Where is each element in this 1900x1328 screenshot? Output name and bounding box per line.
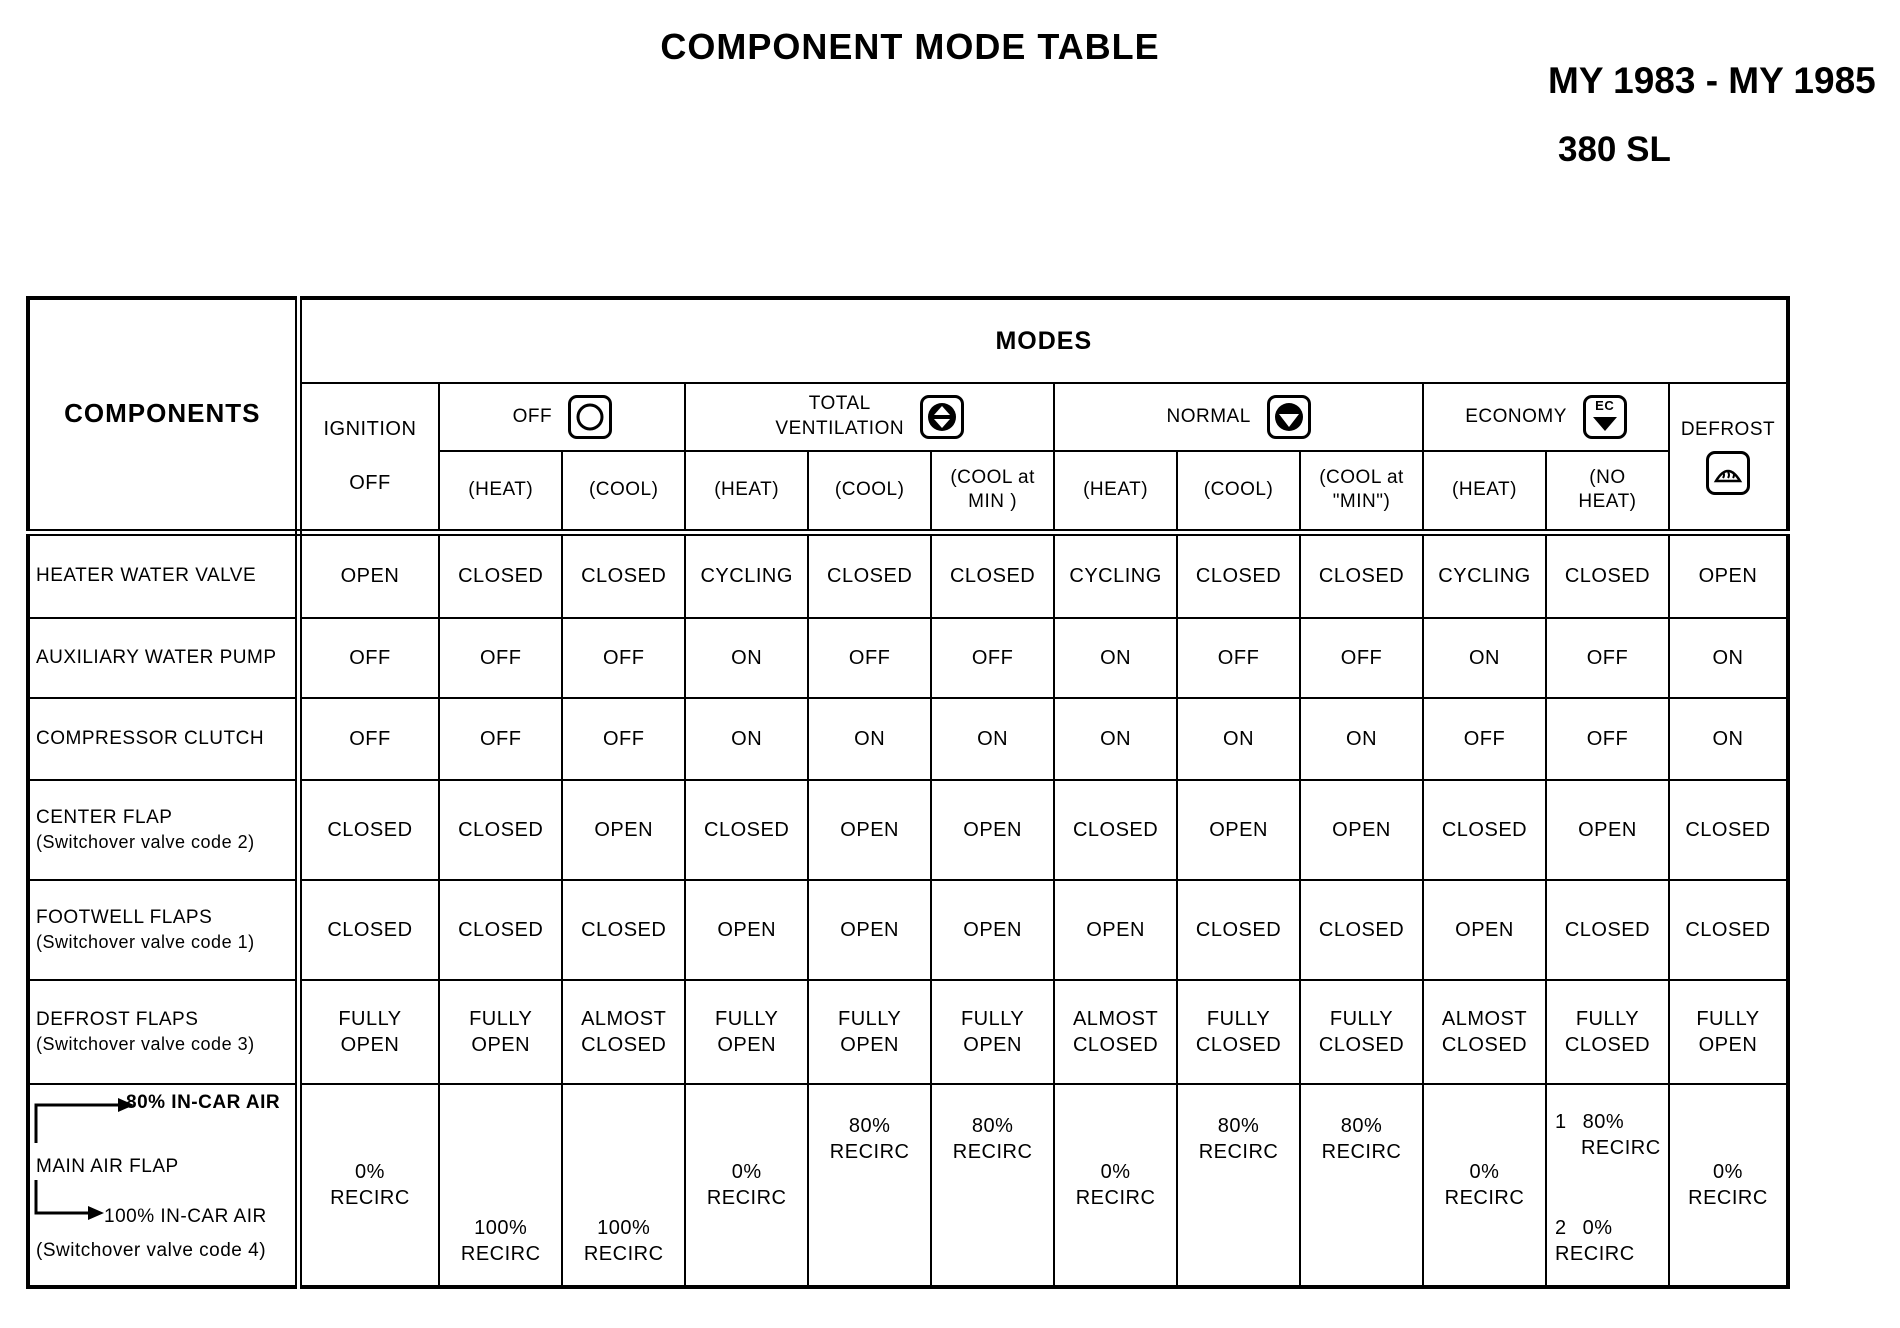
row-label-heater-water-valve: HEATER WATER VALVE [28, 532, 298, 618]
cell: OFF [931, 618, 1054, 698]
component-mode-table [26, 296, 1790, 1289]
table-row [28, 618, 1788, 698]
up-down-arrow-icon [920, 395, 964, 439]
defrost-flaps-label: DEFROST FLAPS [36, 1008, 199, 1030]
cell: ON [685, 698, 808, 780]
cell: FULLY CLOSED [1300, 980, 1423, 1084]
model-name: 380 SL [1558, 130, 1671, 169]
cell: OPEN [562, 780, 685, 880]
subheader-normal-cool-min [1300, 451, 1423, 532]
cell: FULLY OPEN [931, 980, 1054, 1084]
cell: FULLY OPEN [685, 980, 808, 1084]
table-row [28, 532, 1788, 618]
cell: CYCLING [1423, 532, 1546, 618]
cell: OFF [562, 698, 685, 780]
subheader-tv-cool: (COOL) [808, 451, 931, 532]
cell: OPEN [1300, 780, 1423, 880]
cell: OFF [439, 618, 562, 698]
cell: CLOSED [439, 780, 562, 880]
main-air-sublabel: (Switchover valve code 4) [36, 1240, 267, 1261]
cell: OFF [439, 698, 562, 780]
ignition-line1: IGNITION [323, 418, 417, 441]
cell: FULLY CLOSED [1177, 980, 1300, 1084]
cell: ON [1177, 698, 1300, 780]
cell: CLOSED [298, 880, 439, 980]
cell: ON [808, 698, 931, 780]
page-title: COMPONENT MODE TABLE [660, 26, 1160, 67]
cell: ON [1669, 698, 1788, 780]
cell: ON [685, 618, 808, 698]
cell: CLOSED [562, 532, 685, 618]
subheader-tv-cool-min-line1: (COOL at [950, 466, 1035, 488]
windshield-defrost-icon [1706, 451, 1750, 495]
table-row [28, 780, 1788, 880]
cell: OFF [808, 618, 931, 698]
cell: OPEN [931, 780, 1054, 880]
ignition-off-header [298, 383, 439, 532]
center-flap-sublabel: (Switchover valve code 2) [36, 831, 255, 852]
cell: CLOSED [1546, 532, 1669, 618]
subheader-tv-cool-min [931, 451, 1054, 532]
cell: CYCLING [685, 532, 808, 618]
cell: 0% RECIRC [685, 1084, 808, 1287]
cell: 80% RECIRC [1300, 1084, 1423, 1287]
ec-icon-text: EC [1595, 398, 1615, 413]
main-air-100-label: 100% IN-CAR AIR [104, 1206, 267, 1227]
cell: OFF [1546, 618, 1669, 698]
group-defrost-label: DEFROST [1680, 418, 1776, 440]
row-label-defrost-flaps [28, 980, 298, 1084]
main-air-80-label: 80% IN-CAR AIR [126, 1092, 281, 1113]
cell: 0% RECIRC [298, 1084, 439, 1287]
cell: CLOSED [1423, 780, 1546, 880]
cell: 0% RECIRC [1669, 1084, 1788, 1287]
cell: CLOSED [1546, 880, 1669, 980]
defrost-flaps-sublabel: (Switchover valve code 3) [36, 1033, 255, 1054]
subheader-tv-cool-min-line2: MIN ) [968, 491, 1018, 513]
cell: CLOSED [1177, 880, 1300, 980]
cell: OPEN [808, 780, 931, 880]
row-label-main-air-flap [28, 1084, 298, 1287]
cell: OPEN [298, 532, 439, 618]
table-row [28, 880, 1788, 980]
subheader-normal-cool: (COOL) [1177, 451, 1300, 532]
cell: ON [1423, 618, 1546, 698]
cell: ON [1300, 698, 1423, 780]
cell: ALMOST CLOSED [1423, 980, 1546, 1084]
table-row [28, 980, 1788, 1084]
cell: CYCLING [1054, 532, 1177, 618]
cell: OFF [298, 698, 439, 780]
subheader-economy-noheat [1546, 451, 1669, 532]
cell: OPEN [1546, 780, 1669, 880]
cell: CLOSED [1300, 532, 1423, 618]
cell: CLOSED [439, 532, 562, 618]
table-row [28, 1084, 1788, 1287]
cell: 100% RECIRC [562, 1084, 685, 1287]
cell: 80% RECIRC [808, 1084, 931, 1287]
cell: OFF [562, 618, 685, 698]
subheader-tv-heat: (HEAT) [685, 451, 808, 532]
cell: OPEN [685, 880, 808, 980]
components-header: COMPONENTS [28, 298, 298, 532]
group-normal [1054, 383, 1423, 451]
down-arrow-icon [1267, 395, 1311, 439]
cell: CLOSED [1300, 880, 1423, 980]
cell: CLOSED [808, 532, 931, 618]
cell-economy-noheat-main-air: 1 80% RECIRC 2 0% RECIRC [1546, 1084, 1669, 1287]
table-row [28, 698, 1788, 780]
cell: OPEN [1177, 780, 1300, 880]
cell: 100% RECIRC [439, 1084, 562, 1287]
subheader-off-cool: (COOL) [562, 451, 685, 532]
row-label-footwell-flaps [28, 880, 298, 980]
cell: 0% RECIRC [1423, 1084, 1546, 1287]
subheader-economy-heat: (HEAT) [1423, 451, 1546, 532]
footwell-flaps-label: FOOTWELL FLAPS [36, 906, 213, 928]
cell: CLOSED [439, 880, 562, 980]
cell: 0% RECIRC [1054, 1084, 1177, 1287]
cell: OPEN [1054, 880, 1177, 980]
row-label-auxiliary-water-pump: AUXILIARY WATER PUMP [28, 618, 298, 698]
cell: CLOSED [562, 880, 685, 980]
cell: OFF [1423, 698, 1546, 780]
total-ventilation-line2: VENTILATION [775, 418, 905, 439]
cell: CLOSED [1177, 532, 1300, 618]
cell: FULLY CLOSED [1546, 980, 1669, 1084]
cell: CLOSED [931, 532, 1054, 618]
cell: 80% RECIRC [1177, 1084, 1300, 1287]
group-total-ventilation [685, 383, 1054, 451]
ignition-line2: OFF [349, 472, 391, 495]
cell: OPEN [808, 880, 931, 980]
cell: CLOSED [685, 780, 808, 880]
main-air-flap-label: MAIN AIR FLAP [36, 1156, 179, 1177]
cell: OPEN [1669, 532, 1788, 618]
row-label-center-flap [28, 780, 298, 880]
model-years: MY 1983 - MY 1985 [1548, 60, 1876, 101]
cell: FULLY OPEN [1669, 980, 1788, 1084]
footwell-flaps-sublabel: (Switchover valve code 1) [36, 931, 255, 952]
cell: OFF [1546, 698, 1669, 780]
cell: CLOSED [1669, 880, 1788, 980]
cell: OFF [298, 618, 439, 698]
cell: OFF [1177, 618, 1300, 698]
group-economy [1423, 383, 1669, 451]
group-off [439, 383, 685, 451]
cell: FULLY OPEN [439, 980, 562, 1084]
group-normal-label: NORMAL [1166, 405, 1251, 427]
cell: CLOSED [1669, 780, 1788, 880]
ec-down-arrow-icon [1583, 395, 1627, 439]
cell: ON [1054, 618, 1177, 698]
group-economy-label: ECONOMY [1465, 405, 1567, 427]
cell: CLOSED [298, 780, 439, 880]
center-flap-label: CENTER FLAP [36, 806, 173, 828]
cell: ON [931, 698, 1054, 780]
cell: ALMOST CLOSED [1054, 980, 1177, 1084]
cell: FULLY OPEN [808, 980, 931, 1084]
cell: CLOSED [1054, 780, 1177, 880]
subheader-economy-noheat-line2: HEAT) [1578, 491, 1637, 513]
cell: ON [1054, 698, 1177, 780]
group-defrost [1669, 383, 1788, 532]
circle-mode-icon [568, 395, 612, 439]
row-label-compressor-clutch: COMPRESSOR CLUTCH [28, 698, 298, 780]
subheader-off-heat: (HEAT) [439, 451, 562, 532]
modes-header: MODES [298, 298, 1788, 383]
cell: FULLY OPEN [298, 980, 439, 1084]
total-ventilation-line1: TOTAL [808, 393, 871, 415]
cell: OPEN [931, 880, 1054, 980]
cell: OFF [1300, 618, 1423, 698]
cell: OPEN [1423, 880, 1546, 980]
cell: ALMOST CLOSED [562, 980, 685, 1084]
cell: 80% RECIRC [931, 1084, 1054, 1287]
group-off-label: OFF [512, 405, 553, 427]
cell: ON [1669, 618, 1788, 698]
subheader-normal-cool-min-line1: (COOL at [1319, 466, 1404, 488]
subheader-normal-heat: (HEAT) [1054, 451, 1177, 532]
subheader-economy-noheat-line1: (NO [1589, 466, 1626, 488]
subheader-normal-cool-min-line2: "MIN") [1332, 491, 1391, 513]
